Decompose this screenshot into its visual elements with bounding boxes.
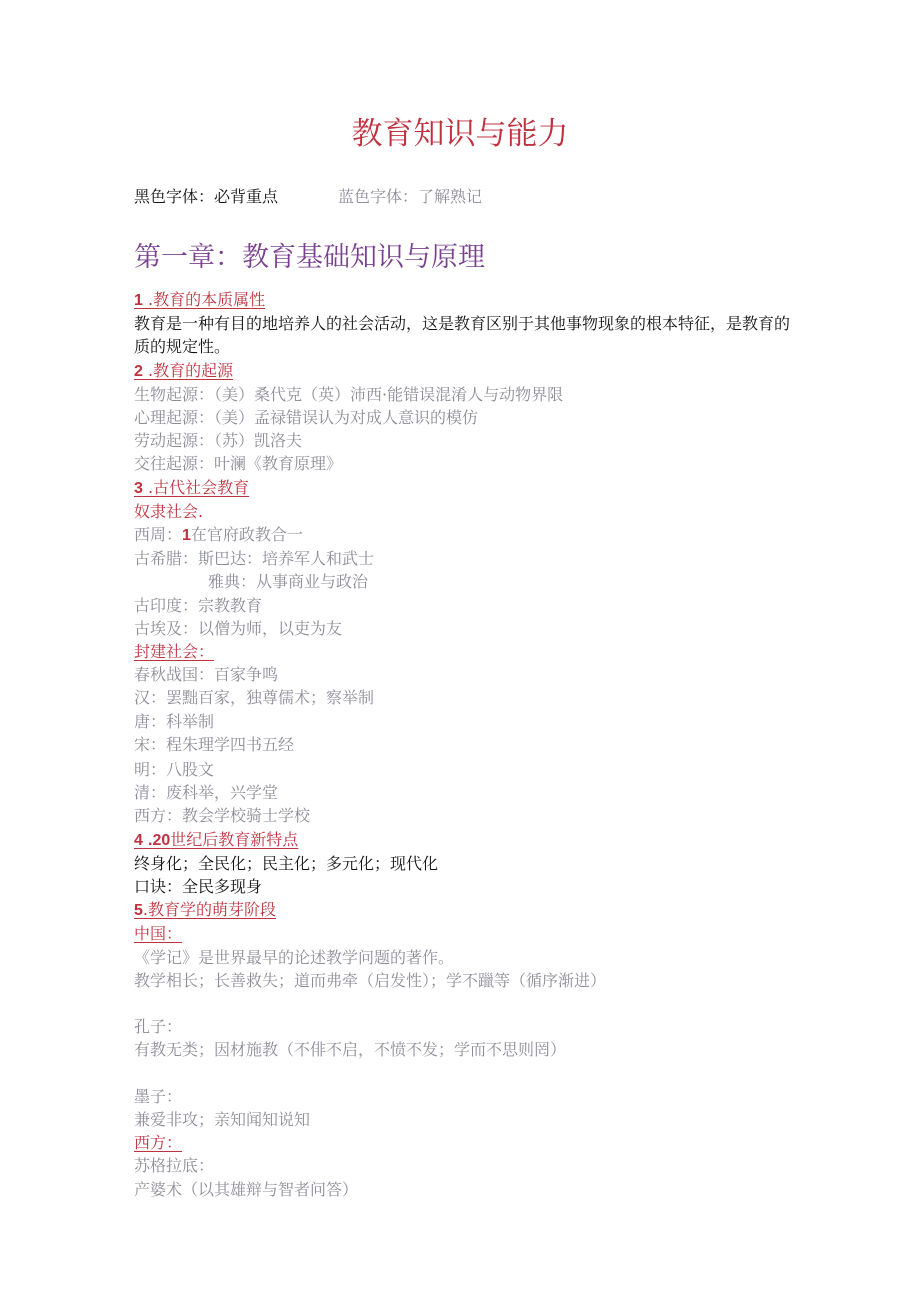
section-5-title: .教育学的萌芽阶段 [142,900,276,920]
confucius-points: 有教无类；因材施教（不俳不启，不愤不发；学而不思则罔） [134,1040,567,1060]
origin-labor: 劳动起源：（苏）凯洛夫 [134,431,303,451]
egypt-line: 古埃及：以僧为师，以吏为友 [134,618,343,638]
greece-line: 古希腊：斯巴达：培养军人和武士 [134,549,375,569]
xizhou-line [134,523,794,547]
india-line: 古印度：宗教教育 [134,595,263,615]
mozi-points: 兼爱非攻；亲知闻知说知 [134,1110,311,1130]
xizhou-prefix: 西周： [134,525,183,545]
section-2-title: .教育的起源 [148,360,234,380]
socrates-label: 苏格拉底： [134,1156,215,1176]
document-body [134,288,794,1201]
feudal-item: 汉：罢黜百家，独尊儒术；察举制 [134,688,375,708]
origin-psychology: 心理起源：（美）孟禄错误认为对成人意识的模仿 [134,408,479,428]
legend-black-text: 黑色字体：必背重点 [134,187,279,206]
feudal-item: 明：八股文 [134,760,215,780]
legend-blue-text: 蓝色字体：了解熟记 [338,187,483,206]
feudal-item: 西方：教会学校骑士学校 [134,806,311,826]
section-4-heading [134,828,794,852]
xizhou-number: 1 [182,527,191,545]
west-label: 西方： [134,1133,183,1153]
xizhou-text: 在官府政教合一 [190,525,303,545]
section-4-century: .20 [148,831,171,849]
spacer [134,992,794,1015]
origin-biology: 生物起源：（美）桑代克（英）沛西·能错误混淆人与动物界限 [134,384,564,404]
xueji-line: 《学记》是世界最早的论述教学问题的著作。 [134,947,455,967]
china-label: 中国： [134,924,183,944]
slave-society-label: 奴隶社会. [134,501,204,521]
origin-communication: 交往起源：叶澜《教育原理》 [134,454,343,474]
feudal-society-label: 封建社会： [134,642,215,662]
section-3-title: .古代社会教育 [148,477,250,497]
feudal-item: 宋：程朱理学四书五经 [134,734,295,754]
socrates-points: 产婆术（以其雄辩与智者问答） [134,1179,359,1199]
feudal-item: 春秋战国：百家争鸣 [134,665,279,685]
spacer [134,1062,794,1085]
chapter-title: 第一章：教育基础知识与原理 [134,242,485,273]
xueji-points: 教学相长；长善救失；道而弗牵（启发性）；学不躐等（循序渐进） [134,970,607,990]
section-2-heading [134,359,794,383]
section-4-mnemonic: 口诀：全民多现身 [134,877,263,897]
section-4-number: 4 [134,831,143,849]
feudal-item: 清：废科举，兴学堂 [134,783,279,803]
section-4-title: 世纪后教育新特点 [170,829,299,849]
section-3-heading [134,476,794,500]
section-5-heading [134,898,794,922]
section-3-number: 3 [134,479,143,497]
document-title: 教育知识与能力 [351,116,569,152]
athens-line: 雅典：从事商业与政治 [208,572,369,592]
section-1-heading [134,288,794,312]
section-1-text: 教育是一种有目的地培养人的社会活动，这是教育区别于其他事物现象的根本特征，是教育的质的规定性。 [134,314,791,357]
section-2-number: 2 [134,362,143,380]
confucius-label: 孔子： [134,1017,183,1037]
section-1-number: 1 [134,292,143,309]
section-1-title: .教育的本质属性 [148,290,266,309]
mozi-label: 墨子： [134,1086,183,1106]
feudal-item: 唐：科举制 [134,711,215,731]
section-5-number: 5 [134,902,143,920]
section-4-features: 终身化；全民化；民主化；多元化；现代化 [134,853,439,873]
